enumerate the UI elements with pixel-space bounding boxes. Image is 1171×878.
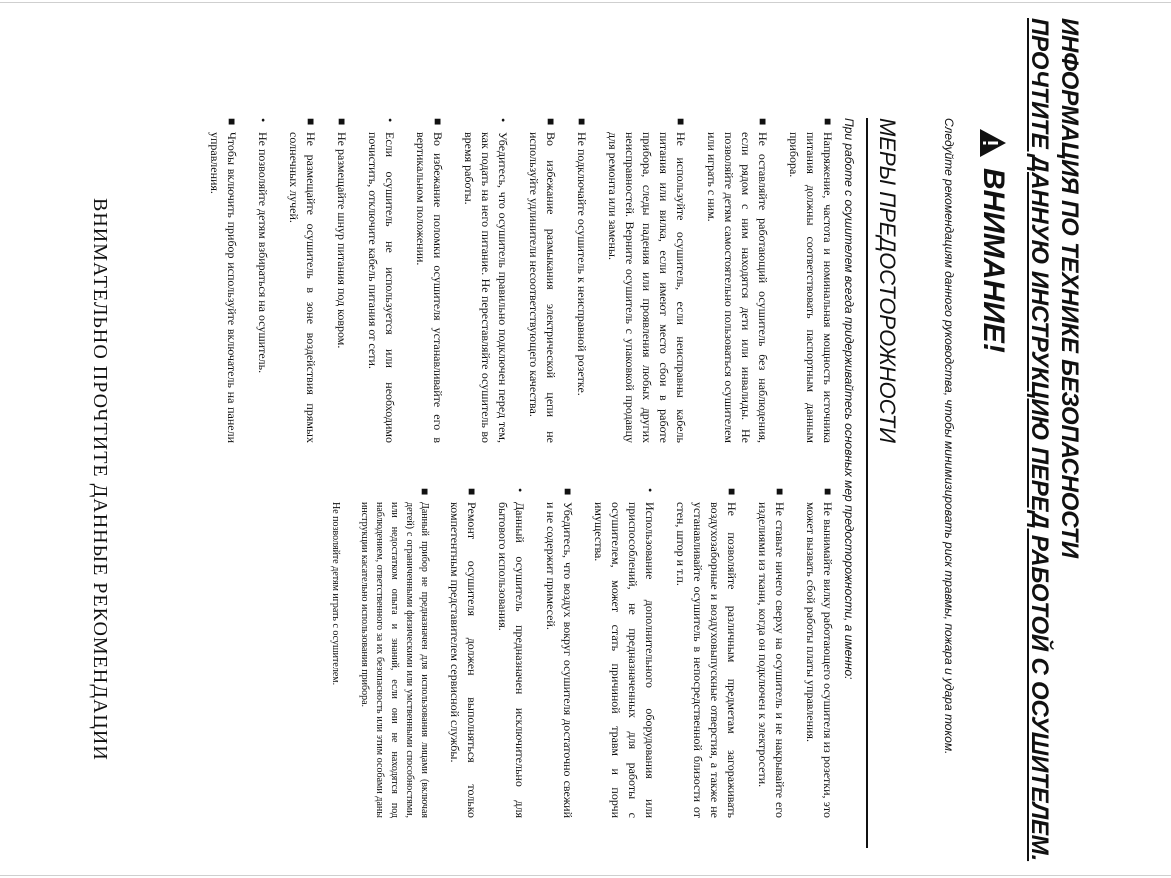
bullet-icon: • <box>643 488 657 493</box>
bullet-icon: ■ <box>674 118 688 126</box>
bullet-icon: ■ <box>335 118 349 126</box>
bottom-divider <box>0 875 1171 876</box>
precaution-text: Не размещайте осушитель в зоне воздействия прямых солнечных лучей. <box>287 132 318 443</box>
bullet-icon: ■ <box>561 488 575 496</box>
precautions-left-column <box>192 118 836 443</box>
precaution-text: Не оставляйте работающий осушитель без наблюдения, если рядом с ним находятся дети или инвалиды. Не позволяйте детям самостоятельно пользоваться осушителем или играть с ним. <box>705 132 770 443</box>
precaution-text: Во избежание размыкания электрической цепи не используйте удлинители несоответствующего качества. <box>527 132 558 443</box>
precaution-item <box>446 488 480 818</box>
precaution-item <box>285 118 319 443</box>
precaution-item <box>333 118 350 443</box>
bullet-icon: ■ <box>225 118 239 126</box>
precaution-text: Напряжение, частота и номинальная мощность источника питания должны соответствовать паспортным данным прибора. <box>787 132 835 443</box>
warning-triangle-icon <box>978 128 1008 158</box>
bullet-icon: ■ <box>575 118 589 126</box>
precaution-text: Не размещайте шнур питания под ковром. <box>335 132 349 349</box>
precaution-text: Не вынимайте вилку работающего осушителя из розетки, это может вызвать сбой работы платы управления. <box>804 502 835 818</box>
precaution-item <box>590 488 658 818</box>
bullet-icon: ■ <box>431 118 445 126</box>
bullet-icon: ■ <box>821 118 835 126</box>
precaution-item <box>206 118 240 443</box>
precaution-item <box>754 488 788 818</box>
bullet-icon: • <box>383 118 397 123</box>
precaution-text: Ремонт осушителя должен выполняться только компетентным представителем сервисной службы. <box>448 502 479 818</box>
page-subtitle-instruction: ПРОЧТИТЕ ДАННУЮ ИНСТРУКЦИЮ ПЕРЕД РАБОТОЙ С ОСУШИТЕЛЕМ. <box>1026 18 1053 862</box>
bullet-icon: ■ <box>304 118 318 126</box>
page-title: ИНФОРМАЦИЯ ПО ТЕХНИКЕ БЕЗОПАСНОСТИ <box>1056 18 1083 558</box>
bullet-icon: ■ <box>821 488 835 496</box>
bullet-icon: • <box>256 118 270 123</box>
precaution-text: Убедитесь, что осушитель правильно подключен перед тем, как подать на него питание. Не переставляйте осушитель во время работы. <box>462 132 510 443</box>
bullet-icon: ■ <box>773 488 787 496</box>
precaution-text: Убедитесь, что воздух вокруг осушителя достаточно свежий и не содержит примесей. <box>544 502 575 818</box>
bullet-icon: ■ <box>756 118 770 126</box>
footer-note: ВНИМАТЕЛЬНО ПРОЧТИТЕ ДАННЫЕ РЕКОМЕНДАЦИИ <box>89 198 111 761</box>
precaution-item <box>494 488 528 818</box>
precaution-text: Не позволяйте детям взбираться на осушитель. <box>256 132 270 374</box>
precaution-text: Не подключайте осушитель к неисправной розетке. <box>575 132 589 396</box>
warning-heading: ВНИМАНИЕ! <box>977 168 1010 353</box>
top-divider <box>0 2 1171 3</box>
precaution-text: Если осушитель не используется или необходимо почистить, отключите кабель питания от сети. <box>366 132 397 443</box>
precaution-item <box>604 118 689 443</box>
precaution-text: Использование дополнительного оборудования или приспособлений, не предназначенных для работы с осушителем, может стать причиной травм и порчи имущества. <box>592 502 657 818</box>
bullet-icon: ■ <box>418 488 432 496</box>
precaution-item <box>357 488 432 818</box>
precaution-text: Не используйте осушитель, если неисправны кабель питания или вилка, если имеют место сбои в работе прибора, следы падения или проявления любых других неисправностей. Верните осушитель с упаковкой продавцу для ремонта или замены. <box>606 132 688 443</box>
precautions-right-column <box>314 488 836 818</box>
precaution-item <box>672 488 740 818</box>
warning-block <box>975 128 1011 353</box>
bullet-icon: ■ <box>544 118 558 126</box>
precaution-text: Данный прибор не предназначен для использования лицами (включая детей) с ограниченными физическими или умственными способностями, или недостатком опыта и знаний, если они не находятся под наблюдением, ответственного за их безопасность или этим особами даны инструкции касательно использования прибора. <box>359 502 430 818</box>
section-underline <box>866 118 868 848</box>
bullet-icon: ■ <box>465 488 479 496</box>
precaution-text: Чтобы включить прибор используйте включатель на панели управления. <box>208 132 239 443</box>
precaution-text: Во избежание поломки осушителя устанавливайте его в вертикальном положении. <box>414 132 445 443</box>
precaution-text: Не ставьте ничего сверху на осушитель и не накрывайте его изделиями из ткани, когда он подключен к электросети. <box>756 502 787 818</box>
section-intro: При работе с осушителем всегда придерживайтесь основных мер предосторожности, а именно: <box>842 118 856 680</box>
precaution-item <box>703 118 771 443</box>
precaution-item <box>785 118 836 443</box>
bullet-icon: • <box>513 488 527 493</box>
warning-subtitle: Следуйте рекомендациям данного руководства, чтобы минимизировать риск травмы, пожара и удара током. <box>942 118 956 755</box>
bullet-icon: • <box>496 118 510 123</box>
precaution-item <box>542 488 576 818</box>
precaution-text: Не позволяйте детям играть с осушителем. <box>330 502 341 686</box>
precaution-item <box>573 118 590 443</box>
precaution-item <box>525 118 559 443</box>
rotated-page <box>0 8 1171 870</box>
precaution-item <box>328 488 343 818</box>
precaution-item <box>460 118 511 443</box>
precaution-text: Данный осушитель предназначен исключительно для бытового использования. <box>496 502 527 818</box>
bullet-icon: ■ <box>725 488 739 496</box>
precaution-item <box>254 118 271 443</box>
precaution-text: Не позволяйте различным предметам загораживать воздухозаборные и воздуховыпускные отверстия, а также не устанавливайте осушитель в непосредственной близости от стен, штор и т.п. <box>674 502 739 818</box>
precaution-item <box>364 118 398 443</box>
precaution-item <box>412 118 446 443</box>
precaution-item <box>802 488 836 818</box>
section-title: МЕРЫ ПРЕДОСТОРОЖНОСТИ <box>875 118 900 443</box>
